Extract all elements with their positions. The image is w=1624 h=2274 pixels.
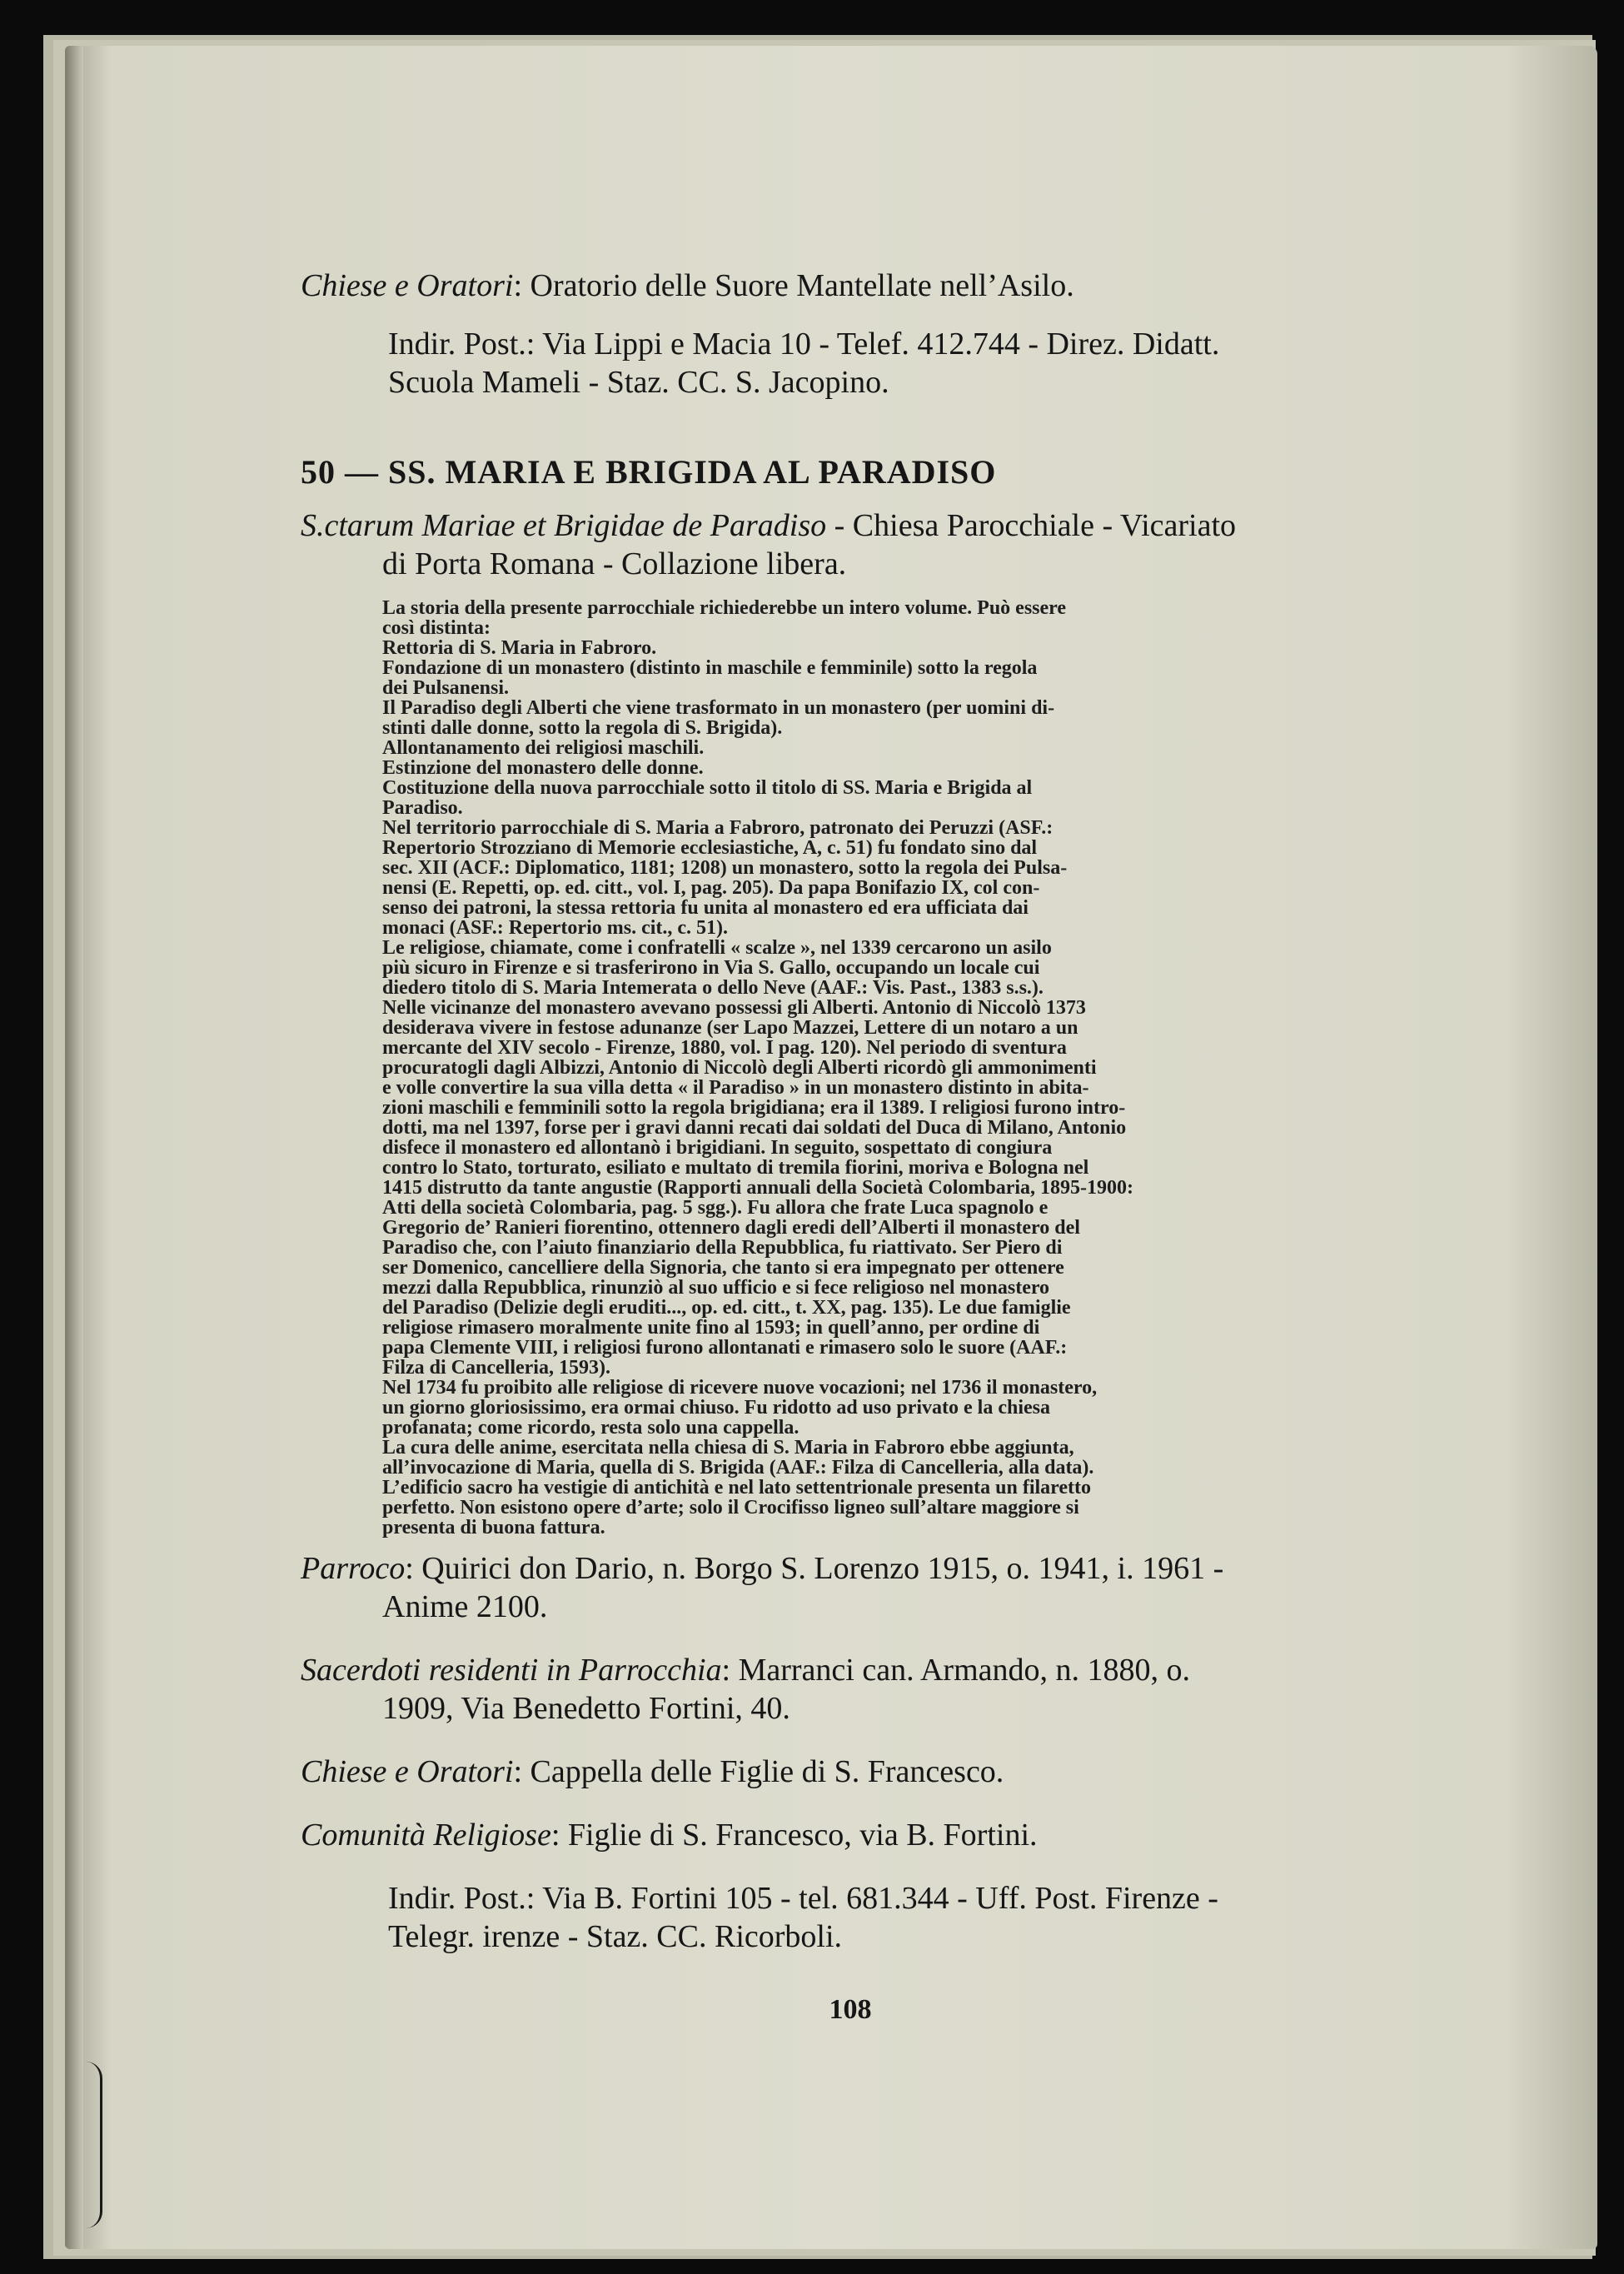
history-line: religiose rimasero moralmente unite fino al 1593; in quell’anno, per ordine di (382, 1317, 1040, 1339)
comunita-entry (301, 1816, 1400, 1854)
indir-post-top (301, 325, 1400, 401)
sacerdoti-label: Sacerdoti residenti in Parrocchia (301, 1653, 722, 1688)
chiese-oratori-text: : Oratorio delle Suore Mantellate nell’Asilo. (513, 268, 1074, 303)
page-content (301, 267, 1400, 2026)
page-number: 108 (829, 1994, 872, 2025)
history-line: dotti, ma nel 1397, forse per i gravi danni recati dai soldati del Duca di Milano, Antonio (382, 1117, 1127, 1139)
history-line: e volle convertire la sua villa detta « il Paradiso » in un monastero distinto in abita- (382, 1077, 1089, 1099)
history-line: del Paradiso (Delizie degli eruditi..., op. ed. citt., t. XX, pag. 135). Le due famiglie (382, 1297, 1071, 1319)
history-line: La cura delle anime, esercitata nella chiesa di S. Maria in Fabroro ebbe aggiunta, (382, 1437, 1074, 1459)
section-title: 50 — SS. MARIA E BRIGIDA AL PARADISO (301, 453, 997, 491)
parroco-line2: Anime 2100. (382, 1589, 548, 1624)
indir-post-bottom (301, 1879, 1400, 1956)
history-line: Rettoria di S. Maria in Fabroro. (382, 637, 657, 659)
history-line: senso dei patroni, la stessa rettoria fu unita al monastero ed era ufficiata dai (382, 897, 1029, 919)
history-line: Costituzione della nuova parrocchiale sotto il titolo di SS. Maria e Brigida al (382, 777, 1033, 799)
history-line: Nel 1734 fu proibito alle religiose di ricevere nuove vocazioni; nel 1736 il monastero, (382, 1377, 1098, 1399)
chiese-oratori-entry (301, 267, 1400, 305)
history-line: contro lo Stato, torturato, esiliato e multato di tremila fiorini, moriva e Bologna nel (382, 1157, 1089, 1179)
comunita-label: Comunità Religiose (301, 1818, 551, 1853)
history-line: Fondazione di un monastero (distinto in maschile e femminile) sotto la regola (382, 657, 1038, 679)
history-line: dei Pulsanensi. (382, 677, 510, 699)
history-line: Repertorio Strozziano di Memorie ecclesiastiche, A, c. 51) fu fondato sino dal (382, 837, 1038, 859)
history-line: procuratogli dagli Albizzi, Antonio di Niccolò degli Alberti ricordò gli ammonimenti (382, 1057, 1097, 1079)
history-line: papa Clemente VIII, i religiosi furono allontanati e rimasero solo le suore (AAF.: (382, 1337, 1068, 1359)
history-line: Gregorio de’ Ranieri fiorentino, ottennero dagli eredi dell’Alberti il monastero del (382, 1217, 1080, 1239)
chiese-oratori-text: : Cappella delle Figlie di S. Francesco. (513, 1754, 1004, 1789)
binding-shadow (65, 46, 83, 2249)
history-line: Nelle vicinanze del monastero avevano possessi gli Alberti. Antonio di Niccolò 1373 (382, 997, 1086, 1019)
sacerdoti-text: : Marranci can. Armando, n. 1880, o. (721, 1653, 1190, 1688)
chiese-oratori-label: Chiese e Oratori (301, 1754, 514, 1789)
history-line: sec. XII (ACF.: Diplomatico, 1181; 1208) un monastero, sotto la regola dei Pulsa- (382, 857, 1068, 879)
history-line: stinti dalle donne, sotto la regola di S. Brigida). (382, 717, 783, 739)
history-line: nensi (E. Repetti, op. ed. citt., vol. I, pag. 205). Da papa Bonifazio IX, col con- (382, 877, 1040, 899)
latin-name: S.ctarum Mariae et Brigidae de Paradiso (301, 508, 827, 543)
history-line: mercante del XIV secolo - Firenze, 1880, vol. I pag. 120). Nel periodo di sventura (382, 1037, 1067, 1059)
history-line: Paradiso. (382, 797, 463, 819)
history-line: ser Domenico, cancelliere della Signoria, che tanto si era impegnato per ottenere (382, 1257, 1064, 1279)
binding-clip (65, 2062, 102, 2228)
history-line: perfetto. Non esistono opere d’arte; solo il Crocifisso ligneo sull’altare maggiore si (382, 1497, 1079, 1518)
history-line: un giorno gloriosissimo, era ormai chiuso. Fu ridotto ad uso privato e la chiesa (382, 1397, 1051, 1419)
history-line: all’invocazione di Maria, quella di S. Brigida (AAF.: Filza di Cancelleria, alla data). (382, 1457, 1094, 1479)
sacerdoti-line2: 1909, Via Benedetto Fortini, 40. (382, 1691, 790, 1726)
subtitle-rest: - Chiesa Parocchiale - Vicariato (826, 508, 1237, 543)
history-line: più sicuro in Firenze e si trasferirono in Via S. Gallo, occupando un locale cui (382, 957, 1040, 979)
history-line: presenta di buona fattura. (382, 1517, 605, 1538)
parroco-text: : Quirici don Dario, n. Borgo S. Lorenzo 1915, o. 1941, i. 1961 - (405, 1551, 1224, 1586)
history-line: L’edificio sacro ha vestigie di antichità e nel lato settentrionale presenta un filaretto (382, 1477, 1092, 1499)
indir-post-line: Indir. Post.: Via B. Fortini 105 - tel. 681.344 - Uff. Post. Firenze - (388, 1881, 1218, 1916)
sacerdoti-entry (301, 1651, 1400, 1689)
history-text (301, 598, 1400, 1538)
history-line: Filza di Cancelleria, 1593). (382, 1357, 610, 1379)
chiese-oratori-label: Chiese e Oratori (301, 268, 514, 303)
history-line: Le religiose, chiamate, come i confratelli « scalze », nel 1339 cercarono un asilo (382, 937, 1052, 959)
history-line: Paradiso che, con l’aiuto finanziario della Repubblica, fu riattivato. Ser Piero di (382, 1237, 1063, 1259)
parroco-label: Parroco (301, 1551, 406, 1586)
comunita-text: : Figlie di S. Francesco, via B. Fortini. (550, 1818, 1038, 1853)
history-line: La storia della presente parrocchiale richiederebbe un intero volume. Può essere (382, 597, 1067, 619)
history-line: diedero titolo di S. Maria Intemerata o dello Neve (AAF.: Vis. Past., 1383 s.s.). (382, 977, 1044, 999)
history-line: disfece il monastero ed allontanò i brigidiani. In seguito, sospettato di congiura (382, 1137, 1053, 1159)
chiese-oratori-entry-2 (301, 1753, 1400, 1791)
history-line: Atti della società Colombaria, pag. 5 sgg.). Fu allora che frate Luca spagnolo e (382, 1197, 1049, 1219)
history-line: così distinta: (382, 617, 491, 639)
indir-post-line: Indir. Post.: Via Lippi e Macia 10 - Telef. 412.744 - Direz. Didatt. (388, 327, 1220, 362)
history-line: Nel territorio parrocchiale di S. Maria a Fabroro, patronato dei Peruzzi (ASF.: (382, 817, 1054, 839)
section-subtitle (301, 506, 1400, 545)
history-line: 1415 distrutto da tante angustie (Rapporti annuali della Società Colombaria, 1895-1900: (382, 1177, 1134, 1199)
history-line: monaci (ASF.: Repertorio ms. cit., c. 51). (382, 917, 729, 939)
history-line: desiderava vivere in festose adunanze (ser Lapo Mazzei, Lettere di un notaro a un (382, 1017, 1079, 1039)
book-page (65, 46, 1597, 2249)
history-line: profanata; come ricordo, resta solo una cappella. (382, 1417, 800, 1439)
indir-post-line: Telegr. irenze - Staz. CC. Ricorboli. (388, 1919, 843, 1954)
parroco-entry (301, 1549, 1400, 1588)
history-line: zioni maschili e femminili sotto la regola brigidiana; era il 1389. I religiosi furono intro- (382, 1097, 1126, 1119)
subtitle-line2: di Porta Romana - Collazione libera. (382, 546, 847, 581)
indir-post-line: Scuola Mameli - Staz. CC. S. Jacopino. (388, 365, 889, 400)
history-line: Estinzione del monastero delle donne. (382, 757, 704, 779)
history-line: Allontanamento dei religiosi maschili. (382, 737, 705, 759)
history-line: mezzi dalla Repubblica, rinunziò al suo ufficio e si fece religioso nel monastero (382, 1277, 1050, 1299)
history-line: Il Paradiso degli Alberti che viene trasformato in un monastero (per uomini di- (382, 697, 1055, 719)
